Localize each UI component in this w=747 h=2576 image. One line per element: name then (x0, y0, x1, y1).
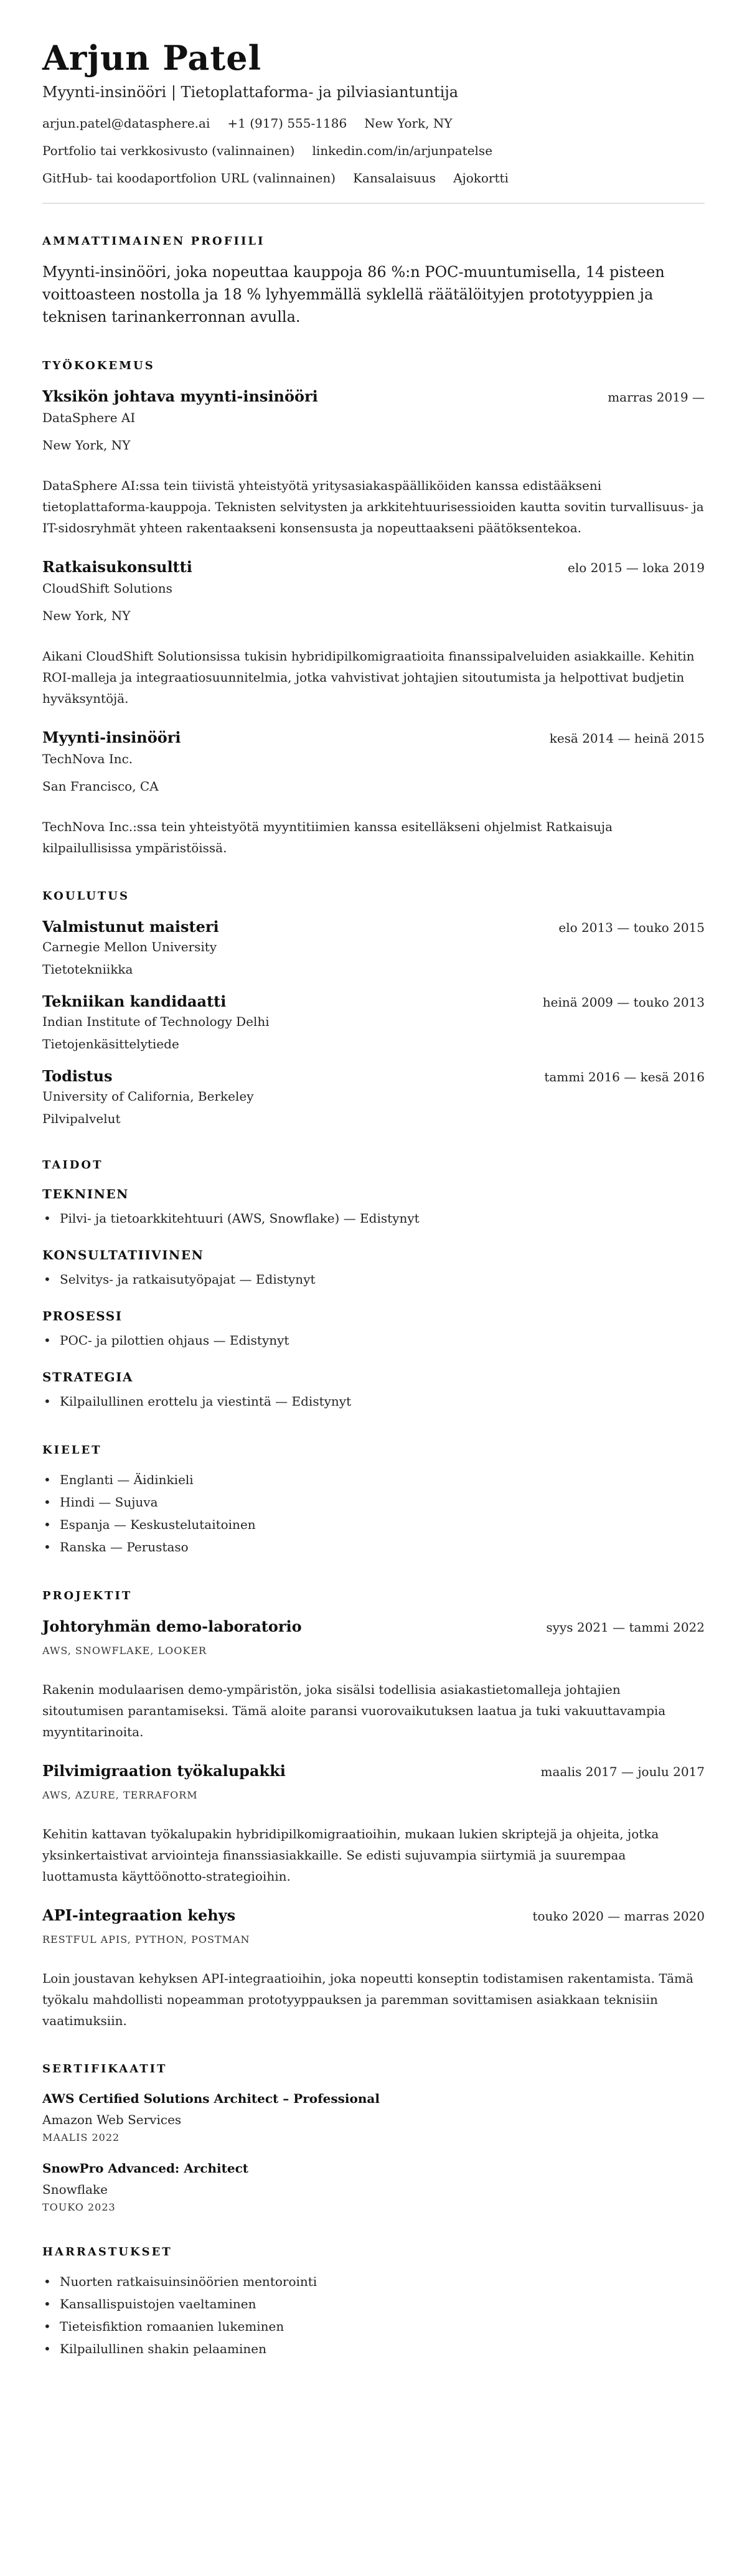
project-tech: AWS, AZURE, TERRAFORM (42, 1789, 198, 1801)
drivers-license: Ajokortti (453, 171, 509, 186)
job-location: San Francisco, CA (42, 779, 159, 794)
project-description: Rakenin modulaarisen demo-ympäristön, joka sisälsi todellisia asiakastietomalleja johtajien sitoutumisen parantamiseksi. Tämä aloite paransi vuorovaikutuksen laatua ja tuki vakuuttavampia myyntitarinoita. (42, 1682, 666, 1739)
section-title: HARRASTUKSET (42, 2245, 172, 2259)
skill-list (42, 1268, 705, 1290)
job-description: DataSphere AI:ssa tein tiivistä yhteistyötä yritysasiakaspäälliköiden kanssa edistääkseni tietoplattaforma-kauppoja. Teknisten selvitysten ja arkkitehtuurisessioiden kautta sovitin turvallisuus- ja IT-sidosryhmät yhteen rakentaakseni konsensusta ja nopeuttaakseni päätöksentekoa. (42, 478, 704, 535)
skill-category: KONSULTATIIVINEN (42, 1248, 204, 1262)
degree-title: Tekniikan kandidaatti (42, 992, 227, 1010)
education-entry (42, 992, 705, 1053)
section-title: TYÖKOKEMUS (42, 359, 155, 372)
company-name: CloudShift Solutions (42, 581, 172, 596)
github-link[interactable]: GitHub- tai koodaportfolion URL (valinnainen) (42, 171, 336, 186)
profile-summary: Myynti-insinööri, joka nopeuttaa kauppoja 86 %:n POC-muuntumisella, 14 pisteen voittoasteen nostolla ja 18 % lyhyemmällä syklellä räätälöityjen prototyyppien ja teknisen tarinankerronnan avulla. (42, 263, 665, 326)
project-title: Johtoryhmän demo-laboratorio (42, 1617, 302, 1635)
project-date: touko 2020 — marras 2020 (532, 1909, 705, 1924)
hobby-item: • Tieteisfiktion romaanien lukeminen (42, 2315, 705, 2338)
experience-section (42, 359, 705, 858)
language-item: • Espanja — Keskustelutaitoinen (42, 1513, 705, 1536)
job-location: New York, NY (42, 438, 131, 453)
skill-item: • POC- ja pilottien ohjaus — Edistynyt (42, 1329, 705, 1351)
contact-row-extra (42, 169, 705, 187)
education-entry (42, 1066, 705, 1127)
citizenship: Kansalaisuus (353, 171, 436, 186)
job-date: marras 2019 — (608, 390, 705, 405)
field-of-study: Tietojenkäsittelytiede (42, 1037, 179, 1051)
language-item: • Ranska — Perustaso (42, 1536, 705, 1558)
language-item: • Englanti — Äidinkieli (42, 1469, 705, 1491)
company-name: DataSphere AI (42, 410, 136, 425)
section-title: KIELET (42, 1444, 102, 1457)
skill-item: • Selvitys- ja ratkaisutyöpajat — Edistynyt (42, 1268, 705, 1290)
candidate-name: Arjun Patel (42, 38, 262, 78)
skill-list (42, 1390, 705, 1413)
section-title: PROJEKTIT (42, 1589, 133, 1602)
project-entry (42, 1617, 705, 1742)
job-date: elo 2015 — loka 2019 (568, 560, 705, 575)
field-of-study: Tietotekniikka (42, 962, 133, 977)
certification-entry (42, 2160, 705, 2214)
section-title: KOULUTUS (42, 890, 129, 903)
school-name: Carnegie Mellon University (42, 939, 217, 954)
job-title: Ratkaisukonsultti (42, 558, 192, 576)
phone-number: +1 (917) 555-1186 (227, 116, 347, 131)
job-date: kesä 2014 — heinä 2015 (549, 731, 705, 746)
certifications-section (42, 2062, 705, 2214)
hobby-item: • Kilpailullinen shakin pelaaminen (42, 2338, 705, 2360)
header-divider (42, 203, 705, 204)
project-tech: RESTFUL APIS, PYTHON, POSTMAN (42, 1934, 250, 1945)
project-date: maalis 2017 — joulu 2017 (540, 1764, 705, 1779)
job-title: Yksikön johtava myynti-insinööri (42, 387, 318, 405)
degree-title: Valmistunut maisteri (42, 918, 219, 936)
skill-item: • Kilpailullinen erottelu ja viestintä — Edistynyt (42, 1390, 705, 1413)
certification-name: SnowPro Advanced: Architect (42, 2161, 249, 2176)
project-title: Pilvimigraation työkalupakki (42, 1762, 286, 1780)
portfolio-link[interactable]: Portfolio tai verkkosivusto (valinnainen) (42, 143, 295, 158)
education-entry (42, 917, 705, 978)
contact-row-links (42, 142, 705, 159)
project-description: Loin joustavan kehyksen API-integraatioihin, joka nopeutti konseptin todistamisen rakentamista. Tämä työkalu mahdollisti nopeamman prototyyppauksen ja paremman sovittamisen asiakkaan teknisiin vaatimuksiin. (42, 1971, 693, 2028)
contact-row-primary (42, 115, 705, 132)
headline: Myynti-insinööri | Tietoplattaforma- ja pilviasiantuntija (42, 83, 459, 101)
job-location: New York, NY (42, 608, 131, 623)
education-section (42, 890, 705, 1127)
project-description: Kehitin kattavan työkalupakin hybridipilkomigraatioihin, mukaan lukien skriptejä ja ohjeita, jotka yksinkertaistivat arviointeja finanssiasiakkaille. Se edisti sujuvampia siirtymiä ja suurempaa luottamusta käyttöönotto-strategioihin. (42, 1826, 659, 1884)
section-title: SERTIFIKAATIT (42, 2062, 167, 2075)
languages-section (42, 1444, 705, 1558)
certification-date: TOUKO 2023 (42, 2201, 116, 2213)
language-list (42, 1469, 705, 1558)
education-date: tammi 2016 — kesä 2016 (544, 1069, 705, 1084)
skill-category: TEKNINEN (42, 1187, 129, 1201)
experience-entry (42, 387, 705, 538)
skill-list (42, 1207, 705, 1229)
linkedin-link[interactable]: linkedin.com/in/arjunpatelse (312, 143, 493, 158)
skill-list (42, 1329, 705, 1351)
project-date: syys 2021 — tammi 2022 (546, 1620, 705, 1635)
resume-header (42, 37, 705, 204)
project-tech: AWS, SNOWFLAKE, LOOKER (42, 1645, 207, 1657)
skills-section (42, 1159, 705, 1413)
section-title: TAIDOT (42, 1159, 103, 1172)
hobby-item: • Kansallispuistojen vaeltaminen (42, 2293, 705, 2315)
hobbies-section (42, 2245, 705, 2360)
project-entry (42, 1906, 705, 2031)
job-title: Myynti-insinööri (42, 728, 181, 746)
education-date: heinä 2009 — touko 2013 (542, 995, 705, 1010)
profile-section (42, 235, 705, 328)
school-name: Indian Institute of Technology Delhi (42, 1014, 270, 1029)
certification-issuer: Amazon Web Services (42, 2112, 182, 2127)
language-item: • Hindi — Sujuva (42, 1491, 705, 1513)
hobby-item: • Nuorten ratkaisuinsinöörien mentorointi (42, 2270, 705, 2293)
project-title: API-integraation kehys (42, 1906, 236, 1924)
projects-section (42, 1589, 705, 2031)
school-name: University of California, Berkeley (42, 1089, 254, 1104)
certification-issuer: Snowflake (42, 2182, 108, 2197)
certification-name: AWS Certified Solutions Architect – Professional (42, 2091, 380, 2106)
company-name: TechNova Inc. (42, 751, 133, 766)
job-description: Aikani CloudShift Solutionsissa tukisin hybridipilkomigraatioita finanssipalveluiden asiakkaille. Kehitin ROI-malleja ja integraatiosuunnitelmia, jotka vahvistivat johtajien sitoutumista ja helpottivat budjetin hyväksyntöjä. (42, 649, 695, 706)
field-of-study: Pilvipalvelut (42, 1111, 121, 1126)
project-entry (42, 1761, 705, 1887)
skill-category: STRATEGIA (42, 1370, 133, 1384)
certification-date: MAALIS 2022 (42, 2132, 120, 2143)
email-link[interactable]: arjun.patel@datasphere.ai (42, 116, 210, 131)
skill-item: • Pilvi- ja tietoarkkitehtuuri (AWS, Snowflake) — Edistynyt (42, 1207, 705, 1229)
experience-entry (42, 728, 705, 858)
job-description: TechNova Inc.:ssa tein yhteistyötä myyntitiimien kanssa esitelläkseni ohjelmist Ratkaisuja kilpailullisissa ympäristöissä. (42, 819, 613, 855)
experience-entry (42, 557, 705, 709)
degree-title: Todistus (42, 1067, 113, 1085)
hobby-list (42, 2270, 705, 2360)
location: New York, NY (364, 116, 453, 131)
education-date: elo 2013 — touko 2015 (558, 920, 705, 935)
section-title: AMMATTIMAINEN PROFIILI (42, 235, 265, 248)
certification-entry (42, 2090, 705, 2145)
skill-category: PROSESSI (42, 1309, 123, 1323)
